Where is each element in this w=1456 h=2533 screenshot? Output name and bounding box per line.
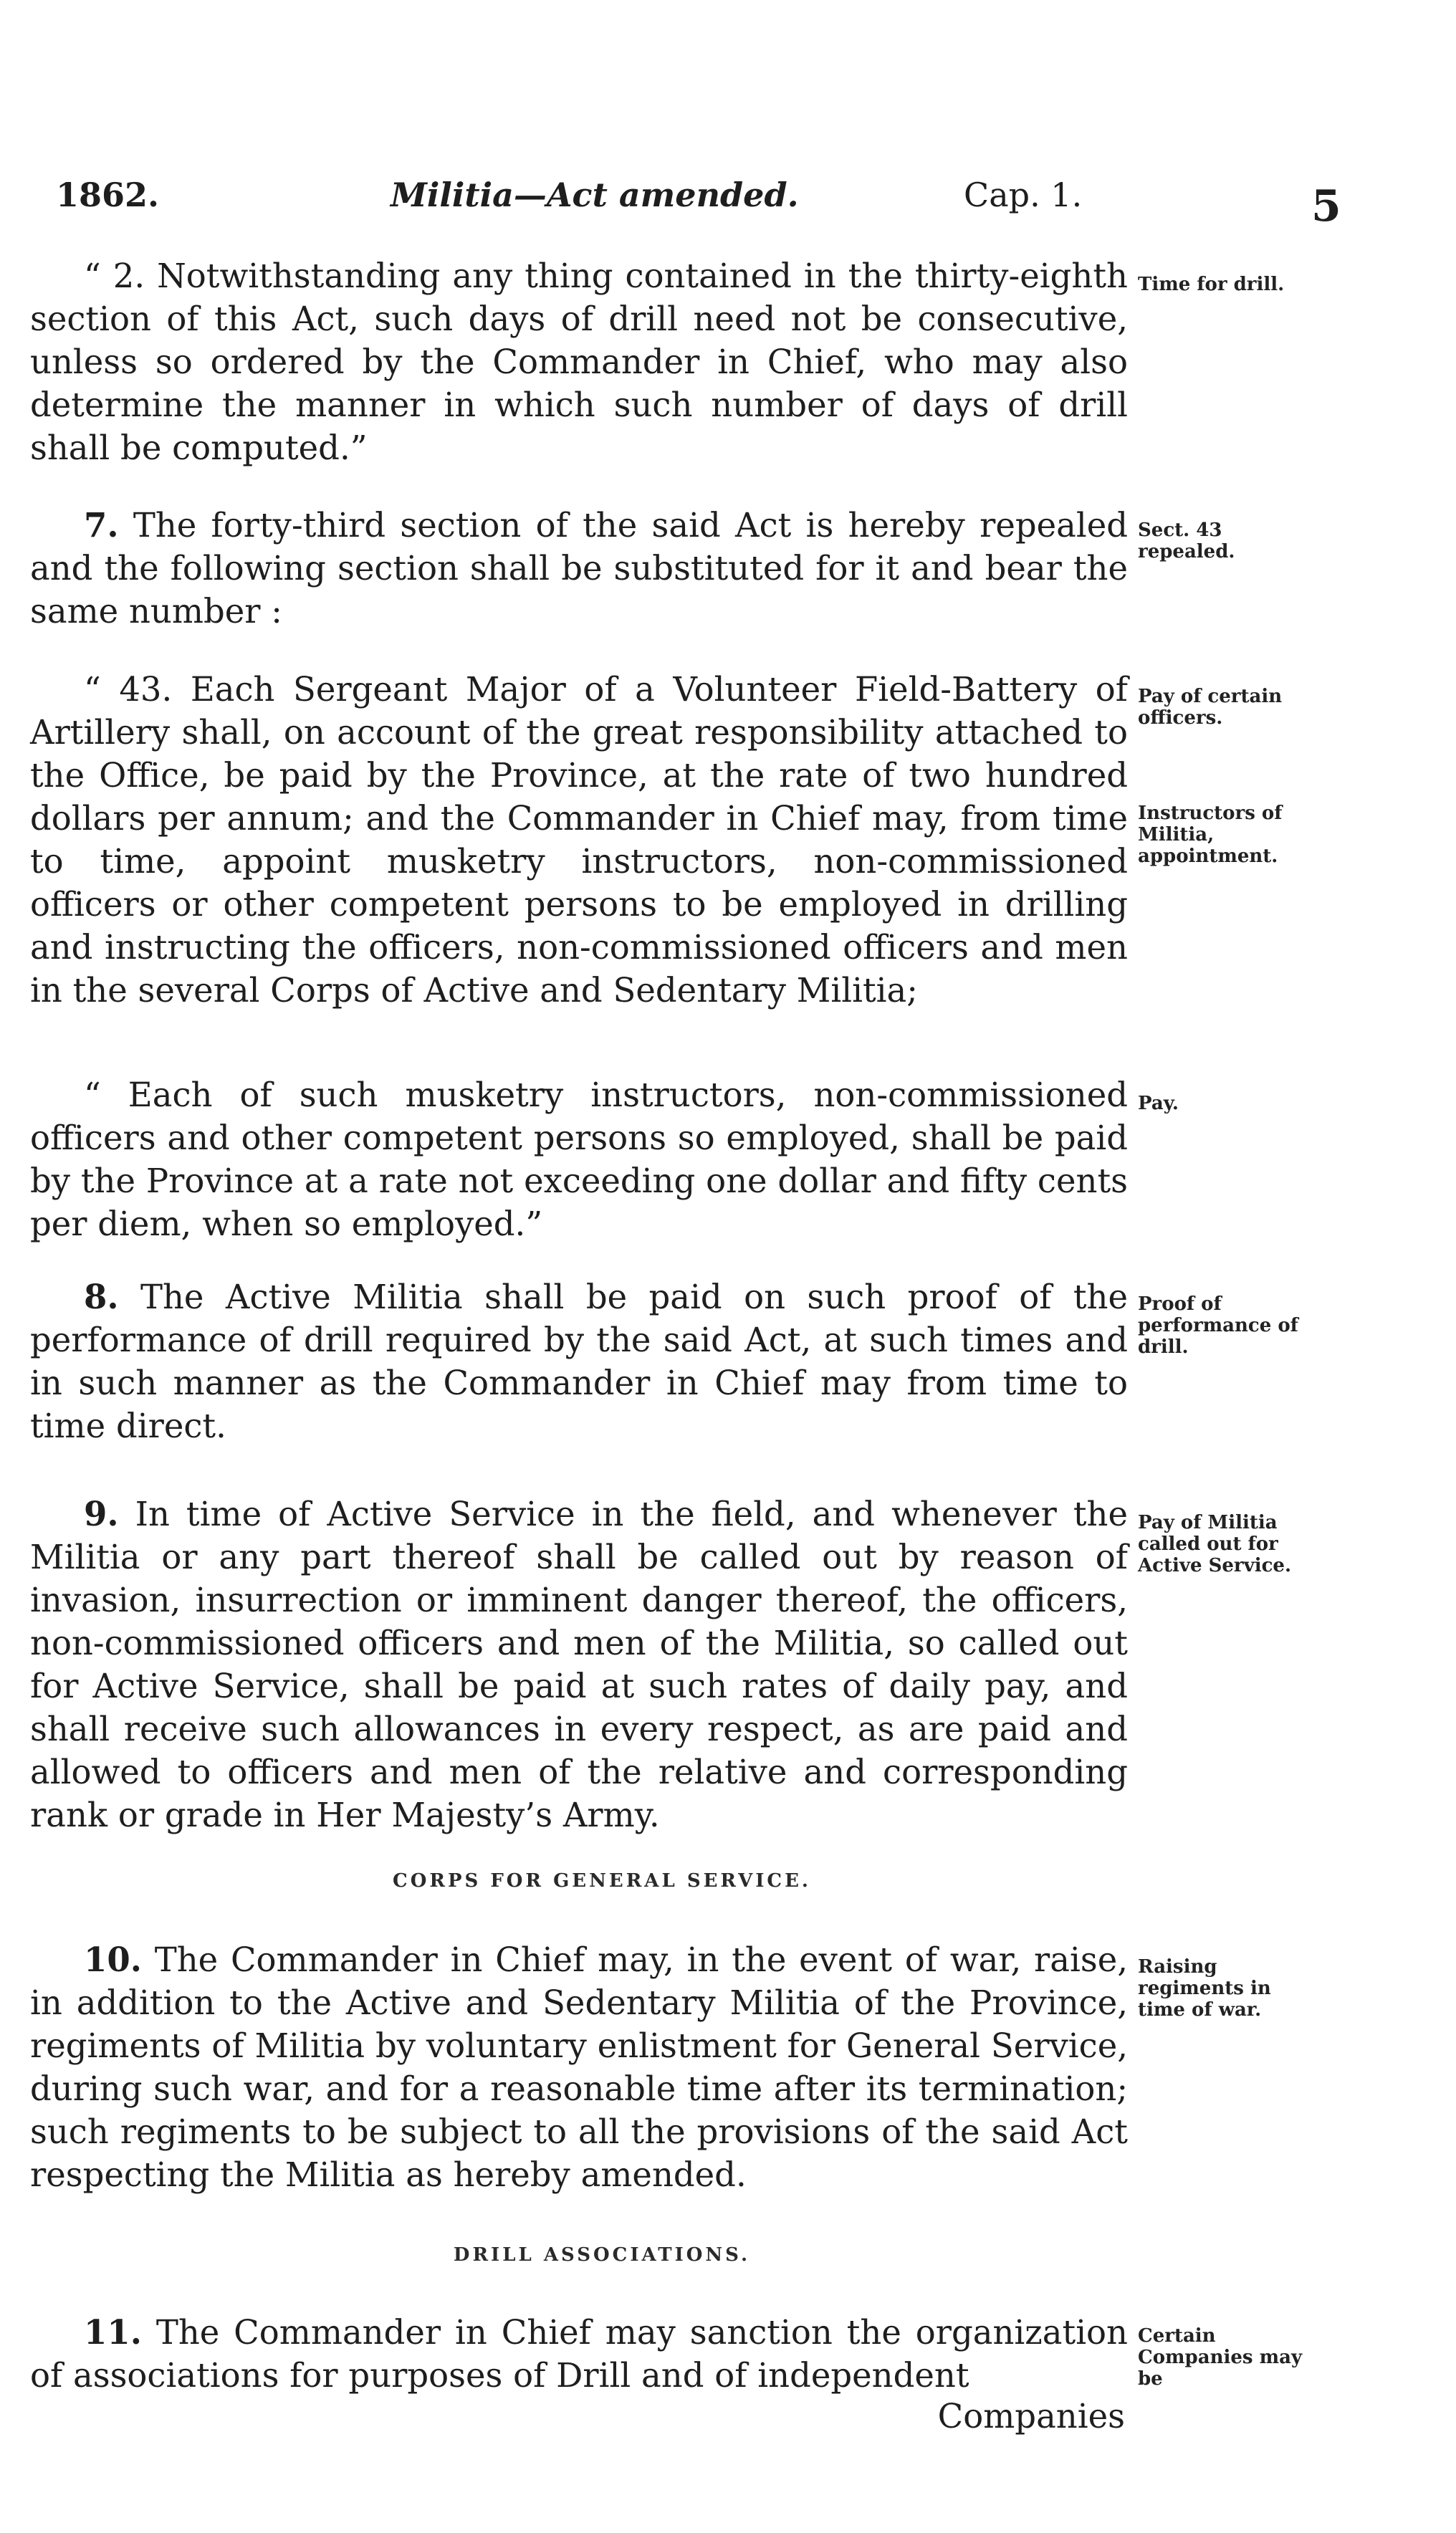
header-title: Militia—Act amended. — [391, 176, 799, 214]
margin-note-pay: Pay. — [1138, 1093, 1179, 1114]
paragraph-quoted-43 — [30, 668, 1128, 1012]
section-8 — [30, 1275, 1128, 1447]
margin-note-proof-of-performance: Proof of performance of drill. — [1138, 1293, 1298, 1358]
margin-note-sect-43-repealed: Sect. 43 repealed. — [1138, 519, 1235, 562]
section-number: 9. — [84, 1494, 119, 1533]
header-chapter: Cap. 1. — [964, 176, 1083, 214]
page-number: 5 — [1311, 181, 1341, 231]
section-10 — [30, 1938, 1128, 2196]
section-number: 11. — [84, 2312, 142, 2352]
margin-note-certain-companies: Certain Companies may be — [1138, 2325, 1303, 2390]
paragraph-text: “ Each of such musketry instructors, non-commissioned officers and other competent persons so employed, shall be paid by the Province at a rate not exceeding one dollar and fifty cents per diem, when so employed.” — [30, 1076, 1128, 1243]
catchword: Companies — [937, 2397, 1125, 2436]
section-number: 7. — [84, 505, 119, 545]
margin-note-time-for-drill: Time for drill. — [1138, 274, 1285, 295]
paragraph-text: The Active Militia shall be paid on such proof of the performance of drill required by the said Act, at such times and in such manner as the Commander in Chief may from time to time direct. — [30, 1278, 1129, 1445]
section-7 — [30, 504, 1128, 633]
paragraph-text: The Commander in Chief may sanction the organization of associations for purposes of Drill and of independent — [30, 2313, 1129, 2395]
margin-note-raising-regiments: Raising regiments in time of war. — [1138, 1956, 1271, 2021]
margin-note-pay-of-militia: Pay of Militia called out for Active Service. — [1138, 1512, 1292, 1576]
heading-corps-for-general-service: CORPS FOR GENERAL SERVICE. — [393, 1870, 811, 1892]
paragraph-text: “ 2. Notwithstanding any thing contained in the thirty-eighth section of this Act, such days of drill need not be consecutive, unless so ordered by the Commander in Chief, who may also determine the manner in which such number of days of drill shall be computed.” — [30, 257, 1128, 467]
section-number: 8. — [84, 1277, 119, 1316]
margin-note-pay-of-certain-officers: Pay of certain officers. — [1138, 686, 1283, 729]
paragraph-text: The forty-third section of the said Act is hereby repealed and the following section shall be substituted for it and bear the same number : — [30, 506, 1128, 631]
heading-drill-associations: DRILL ASSOCIATIONS. — [453, 2244, 751, 2266]
margin-note-instructors: Instructors of Militia, appointment. — [1138, 803, 1283, 867]
section-11 — [30, 2311, 1128, 2397]
paragraph-text: “ 43. Each Sergeant Major of a Volunteer Field-Battery of Artillery shall, on account of the great responsibility attached to the Office, be paid by the Province, at the rate of two hundred dollars per annum; and the Commander in Chief may, from time to time, appoint musketry instructors, non-commissioned officers or other competent persons to be employed in drilling and instructing the officers, non-commissioned officers and men in the several Corps of Active and Sedentary Militia; — [30, 670, 1128, 1010]
paragraph-quoted-pay — [30, 1073, 1128, 1245]
paragraph-text: The Commander in Chief may, in the event of war, raise, in addition to the Active and Sedentary Militia of the Province, regiments of Militia by voluntary enlistment for General Service, during such war, and for a reasonable time after its termination; such regiments to be subject to all the provisions of the said Act respecting the Militia as hereby amended. — [30, 1940, 1129, 2194]
header-year: 1862. — [56, 176, 160, 214]
section-number: 10. — [84, 1940, 142, 1979]
section-9 — [30, 1493, 1128, 1837]
paragraph-quoted-2 — [30, 254, 1128, 469]
paragraph-text: In time of Active Service in the field, and whenever the Militia or any part thereof shall be called out by reason of invasion, insurrection or imminent danger thereof, the officers, non-commissioned officers and men of the Militia, so called out for Active Service, shall be paid at such rates of daily pay, and shall receive such allowances in every respect, as are paid and allowed to officers and men of the relative and corresponding rank or grade in Her Majesty’s Army. — [30, 1495, 1129, 1834]
